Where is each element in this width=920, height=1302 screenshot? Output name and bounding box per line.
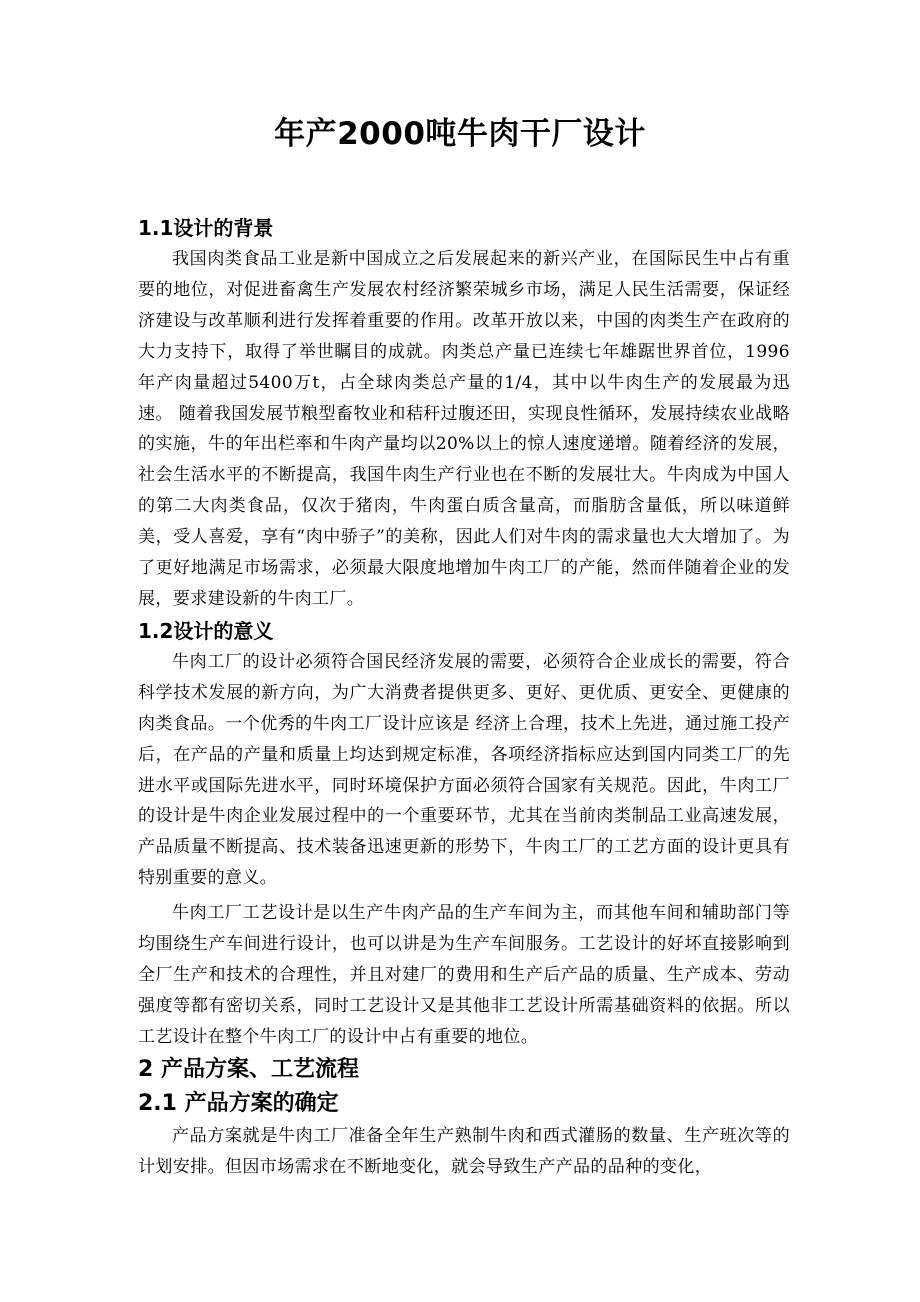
paragraph: 牛肉工厂的设计必须符合国民经济发展的需要，必须符合企业成长的需要，符合科学技术发展的新方向，为广大消费者提供更多、更好、更优质、更安全、更健康的肉类食品。一个优秀的牛肉工厂设计应该是 经济上合理，技术上先进，通过施工投产后，在产品的产量和质量上均达到规定标准，各项经济指标应达到国内同类工厂的先进水平或国际先进水平，同时环境保护方面必须符合国家有关规范。因此，牛肉工厂的设计是牛肉企业发展过程中的一个重要环节，尤其在当前肉类制品工业高速发展，产品质量不断提高、技术装备迅速更新的形势下，牛肉工厂的工艺方面的设计更具有特别重要的意义。 [138, 651, 790, 889]
document-title: 年产2000吨牛肉干厂设计 [274, 116, 646, 152]
section-heading: 1.2设计的意义 [138, 618, 274, 643]
section-significance [138, 615, 790, 1053]
section-heading: 2.1 产品方案的确定 [138, 1090, 339, 1116]
section-product-plan-process [138, 1053, 790, 1087]
paragraph: 我国肉类食品工业是新中国成立之后发展起来的新兴产业，在国际民生中占有重要的地位，对促进畜禽生产发展农村经济繁荣城乡市场，满足人民生活需要，保证经济建设与改革顺利进行发挥着重要的作用。改革开放以来，中国的肉类生产在政府的大力支持下，取得了举世瞩目的成就。肉类总产量已连续七年雄踞世界首位，1996年产肉量超过5400万t，占全球肉类总产量的1/4，其中以牛肉生产的发展最为迅速。 随着我国发展节粮型畜牧业和秸秆过腹还田，实现良性循环，发展持续农业战略的实施，牛的年出栏率和牛肉产量均以20%以上的惊人速度递增。随着经济的发展，社会生活水平的不断提高，我国牛肉生产行业也在不断的发展壮大。牛肉成为中国人的第二大肉类食品，仅次于猪肉，牛肉蛋白质含量高，而脂肪含量低，所以味道鲜美，受人喜爱，享有“肉中骄子”的美称，因此人们对牛肉的需求量也大大增加了。为了更好地满足市场需求，必须最大限度地增加牛肉工厂的产能，然而伴随着企业的发展，要求建设新的牛肉工厂。 [138, 249, 790, 609]
section-heading: 1.1设计的背景 [138, 216, 274, 240]
section-product-plan [138, 1087, 790, 1183]
paragraph: 产品方案就是牛肉工厂准备全年生产熟制牛肉和西式灌肠的数量、生产班次等的计划安排。但因市场需求在不断地变化，就会导致生产产品的品种的变化， [138, 1125, 790, 1177]
paragraph: 牛肉工厂工艺设计是以生产牛肉产品的生产车间为主，而其他车间和辅助部门等均围绕生产车间进行设计，也可以讲是为生产车间服务。工艺设计的好坏直接影响到全厂生产和技术的合理性，并且对建厂的费用和生产后产品的质量、生产成本、劳动强度等都有密切关系，同时工艺设计又是其他非工艺设计所需基础资料的依据。所以工艺设计在整个牛肉工厂的设计中占有重要的地位。 [138, 903, 790, 1047]
section-heading: 2 产品方案、工艺流程 [138, 1056, 359, 1082]
section-background [138, 212, 790, 615]
document-body [138, 212, 790, 1182]
